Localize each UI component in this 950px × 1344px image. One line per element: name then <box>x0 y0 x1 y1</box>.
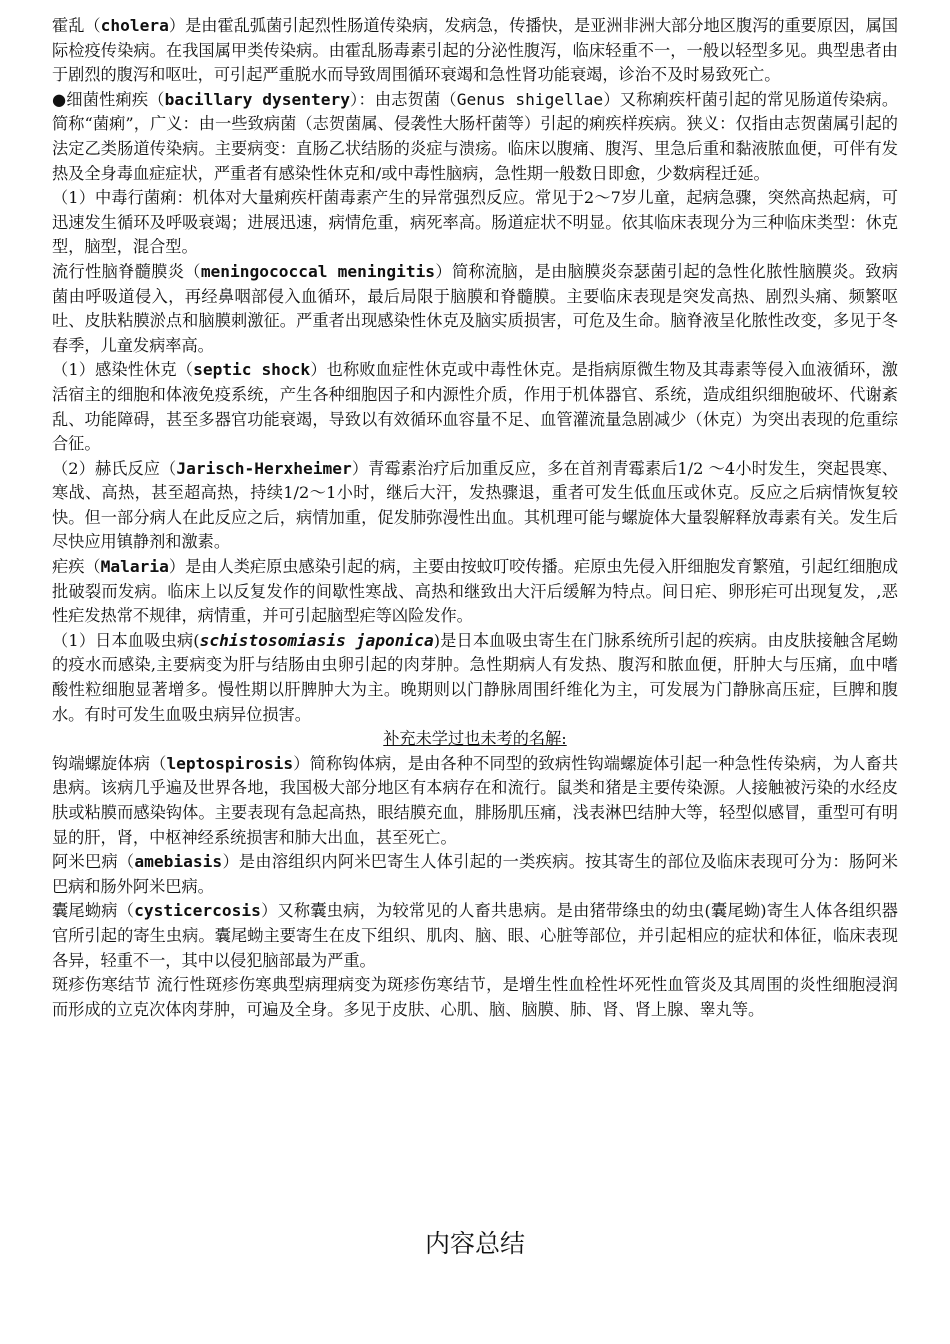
paragraph-meningitis <box>52 260 898 358</box>
term-bacillary-dysentery: bacillary dysentery <box>164 89 350 109</box>
text: ）是由霍乱弧菌引起烈性肠道传染病，发病急，传播快，是亚洲非洲大部分地区腹泻的重要原因，属国际检疫传染病。在我国属甲类传染病。由霍乱肠毒素引起的分泌性腹泻，临床轻重不一，一般以轻型多见。典型患者由于剧烈的腹泻和呕吐，可引起严重脱水而导致周围循环衰竭和急性肾功能衰竭，诊治不及时易致死亡。 <box>52 16 899 85</box>
term-septic-shock: septic shock <box>193 360 311 380</box>
text: （1）感染性休克（ <box>52 360 194 380</box>
text: ）又称痢疾杆菌引起的常见肠道传染病。简称“菌痢”，广义：由一些致病菌（志贺菌属、侵袭性大肠杆菌等）引起的痢疾样疾病。狭义：仅指由志贺菌属引起的法定乙类肠道传染病。主要病变：直肠乙状结肠的炎症与溃疡。临床以腹痛、腹泻、里急后重和黏液脓血便，可伴有发热及全身毒血症症状，严重者有感染性休克和/或中毒性脑病，急性期一般数日即愈，少数病程迁延。 <box>52 89 899 183</box>
paragraph-leptospirosis <box>52 752 898 850</box>
summary-title: 内容总结 <box>424 1229 525 1258</box>
text: )是日本血吸虫寄生在门脉系统所引起的疾病。由皮肤接触含尾蚴的疫水而感染,主要病变为肝与结肠由虫卵引起的肉芽肿。急性期病人有发热、腹泻和脓血便，肝肿大与压痛，血中嗜酸性粒细胞显著增多。慢性期以肝脾肿大为主。晚期则以门静脉周围纤维化为主，可发展为门静脉高压症，巨脾和腹水。有时可发生血吸虫病异位损害。 <box>52 630 898 724</box>
text: 钩端螺旋体病（ <box>52 753 167 773</box>
paragraph-bacillary-dysentery <box>52 88 898 186</box>
supplement-heading <box>52 727 898 752</box>
term-meningococcal-meningitis: meningococcal meningitis <box>200 261 436 281</box>
text: 囊尾蚴病（ <box>52 901 135 921</box>
text: ）是由人类疟原虫感染引起的病，主要由按蚊叮咬传播。疟原虫先侵入肝细胞发育繁殖，引起红细胞成批破裂而发病。临床上以反复发作的间歇性寒战、高热和继致出大汗后缓解为特点。间日疟、卵形疟可出现复发，,恶性疟发热常不规律，病情重，并可引起脑型疟等凶险发作。 <box>52 557 899 626</box>
latin-genus-shigellae: Genus shigellae <box>456 89 604 109</box>
document-body <box>52 14 898 1022</box>
paragraph-toxic-dysentery <box>52 186 898 260</box>
text: 斑疹伤寒结节 流行性斑疹伤寒典型病理病变为斑疹伤寒结节，是增生性血栓性坏死性血管炎及其周围的炎性细胞浸润而形成的立克次体肉芽肿，可遍及全身。多见于皮肤、心肌、脑、脑膜、肺、肾、肾上腺、睾丸等。 <box>52 975 898 1019</box>
text: ●细菌性痢疾（ <box>52 89 165 109</box>
text: （1）中毒行菌痢：机体对大量痢疾杆菌毒素产生的异常强烈反应。常见于2～7岁儿童，起病急骤，突然高热起病，可迅速发生循环及呼吸衰竭；进展迅速，病情危重，病死率高。肠道症状不明显。依其临床表现分为三种临床类型：休克型，脑型，混合型。 <box>52 188 898 257</box>
paragraph-cysticercosis <box>52 899 898 973</box>
text: 霍乱（ <box>52 16 101 35</box>
term-schistosomiasis-japonica: schistosomiasis japonica <box>199 630 434 650</box>
term-cholera: cholera <box>100 16 169 35</box>
supplement-heading-text: 补充未学过也未考的名解: <box>383 729 567 749</box>
text: ）：由志贺菌（ <box>349 89 457 109</box>
text: （2）赫氏反应（ <box>52 458 177 478</box>
term-jarisch-herxheimer: Jarisch-Herxheimer <box>176 458 352 478</box>
text: 疟疾（ <box>52 557 101 577</box>
paragraph-amebiasis <box>52 850 898 899</box>
text: ）青霉素治疗后加重反应，多在首剂青霉素后1/2 ～4小时发生，突起畏寒、寒战、高热，甚至超高热，持续1/2～1小时，继后大汗，发热骤退，重者可发生低血压或休克。反应之后病情恢复较快。但一部分病人在此反应之后，病情加重，促发肺弥漫性出血。其机理可能与螺旋体大量裂解释放毒素有关。发生后尽快应用镇静剂和激素。 <box>52 458 898 552</box>
term-leptospirosis: leptospirosis <box>166 753 294 773</box>
text: ）又称囊虫病，为较常见的人畜共患病。是由猪带绦虫的幼虫(囊尾蚴)寄生人体各组织器官所引起的寄生虫病。囊尾蚴主要寄生在皮下组织、肌肉、脑、眼、心脏等部位，并引起相应的症状和体征，临床表现各异，轻重不一，其中以侵犯脑部最为严重。 <box>52 901 898 970</box>
text: ）是由溶组织内阿米巴寄生人体引起的一类疾病。按其寄生的部位及临床表现可分为：肠阿米巴病和肠外阿米巴病。 <box>52 852 898 896</box>
term-malaria: Malaria <box>100 557 169 577</box>
paragraph-septic-shock <box>52 358 898 456</box>
paragraph-cholera <box>52 14 898 88</box>
term-cysticercosis: cysticercosis <box>134 901 261 921</box>
text: ）简称流脑，是由脑膜炎奈瑟菌引起的急性化脓性脑膜炎。致病菌由呼吸道侵入，再经鼻咽部侵入血循环，最后局限于脑膜和脊髓膜。主要临床表现是突发高热、剧烈头痛、频繁呕吐、皮肤粘膜淤点和脑膜刺激征。严重者出现感染性休克及脑实质损害，可危及生命。脑脊液呈化脓性改变，多见于冬春季，儿童发病率高。 <box>52 261 899 355</box>
text: 阿米巴病（ <box>52 852 135 872</box>
text: （1）日本血吸虫病( <box>52 630 200 650</box>
term-amebiasis: amebiasis <box>134 852 223 872</box>
paragraph-herxheimer <box>52 457 898 555</box>
text: ）简称钩体病，是由各种不同型的致病性钩端螺旋体引起一种急性传染病，为人畜共患病。该病几乎遍及世界各地，我国极大部分地区有本病存在和流行。鼠类和猪是主要传染源。人接触被污染的水经皮肤或粘膜而感染钩体。主要表现有急起高热，眼结膜充血，腓肠肌压痛，浅表淋巴结肿大等，轻型似感冒，重型可有明显的肝，肾，中枢神经系统损害和肺大出血，甚至死亡。 <box>52 753 899 847</box>
paragraph-typhus-nodule <box>52 973 898 1022</box>
paragraph-malaria <box>52 555 898 629</box>
text: ）也称败血症性休克或中毒性休克。是指病原微生物及其毒素等侵入血液循环，激活宿主的细胞和体液免疫系统，产生各种细胞因子和内源性介质，作用于机体器官、系统，造成组织细胞破坏、代谢紊乱、功能障碍，甚至多器官功能衰竭，导致以有效循环血容量不足、血管灌流量急剧减少（休克）为突出表现的危重综合征。 <box>52 360 898 454</box>
paragraph-schistosomiasis <box>52 629 898 727</box>
text: 流行性脑脊髓膜炎（ <box>52 261 201 281</box>
